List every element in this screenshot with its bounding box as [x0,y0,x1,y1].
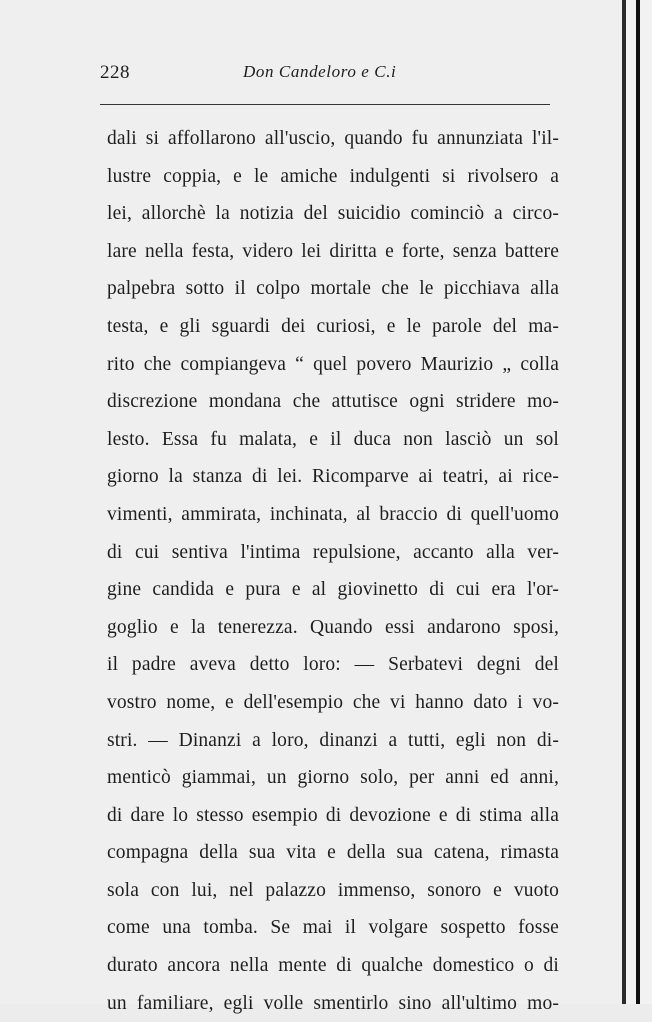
header-rule [100,104,550,105]
text-line: lei, allorchè la notizia del suicidio cominciò a circo- [107,203,559,225]
text-line: gine candida e pura e al giovinetto di cui era l'or- [107,579,559,601]
text-line: dali si affollarono all'uscio, quando fu annunziata l'il- [107,128,559,149]
text-line: vimenti, ammirata, inchinata, al braccio di quell'uomo [107,503,559,525]
text-line: lesto. Essa fu malata, e il duca non lasciò un sol [107,428,559,450]
text-line: giorno la stanza di lei. Ricomparve ai teatri, ai rice- [107,466,559,488]
text-line: testa, e gli sguardi dei curiosi, e le parole del ma- [107,315,559,337]
text-line: goglio e la tenerezza. Quando essi andarono sposi, [107,616,559,638]
text-line: stri. — Dinanzi a loro, dinanzi a tutti, egli non di- [107,729,559,751]
binding-edge [636,0,640,1004]
text-line: vostro nome, e dell'esempio che vi hanno dato i vo- [107,691,559,713]
text-line: compagna della sua vita e della sua catena, rimasta [107,842,559,864]
text-line: il padre aveva detto loro: — Serbatevi degni del [107,654,559,676]
text-line: di cui sentiva l'intima repulsione, accanto alla ver- [107,541,559,563]
text-line: rito che compiangeva “ quel povero Maurizio „ colla [107,353,559,375]
text-line: palpebra sotto il colpo mortale che le picchiava alla [107,278,559,300]
text-line: sola con lui, nel palazzo immenso, sonoro e vuoto [107,879,559,901]
text-line: come una tomba. Se mai il volgare sospetto fosse [107,917,559,939]
running-title: Don Candeloro e C.i [243,62,397,81]
text-line: un familiare, egli volle smentirlo sino all'ultimo mo- [107,992,559,1014]
text-line: menticò giammai, un giorno solo, per anni ed anni, [107,767,559,789]
page-number: 228 [100,62,130,83]
text-line: durato ancora nella mente di qualche domestico o di [107,955,559,977]
body-text [107,120,559,1022]
page-header [100,62,550,96]
text-line: lare nella festa, videro lei diritta e forte, senza battere [107,240,559,262]
text-line: di dare lo stesso esempio di devozione e di stima alla [107,804,559,826]
text-line: lustre coppia, e le amiche indulgenti si rivolsero a [107,165,559,187]
text-line: discrezione mondana che attutisce ogni stridere mo- [107,391,559,413]
